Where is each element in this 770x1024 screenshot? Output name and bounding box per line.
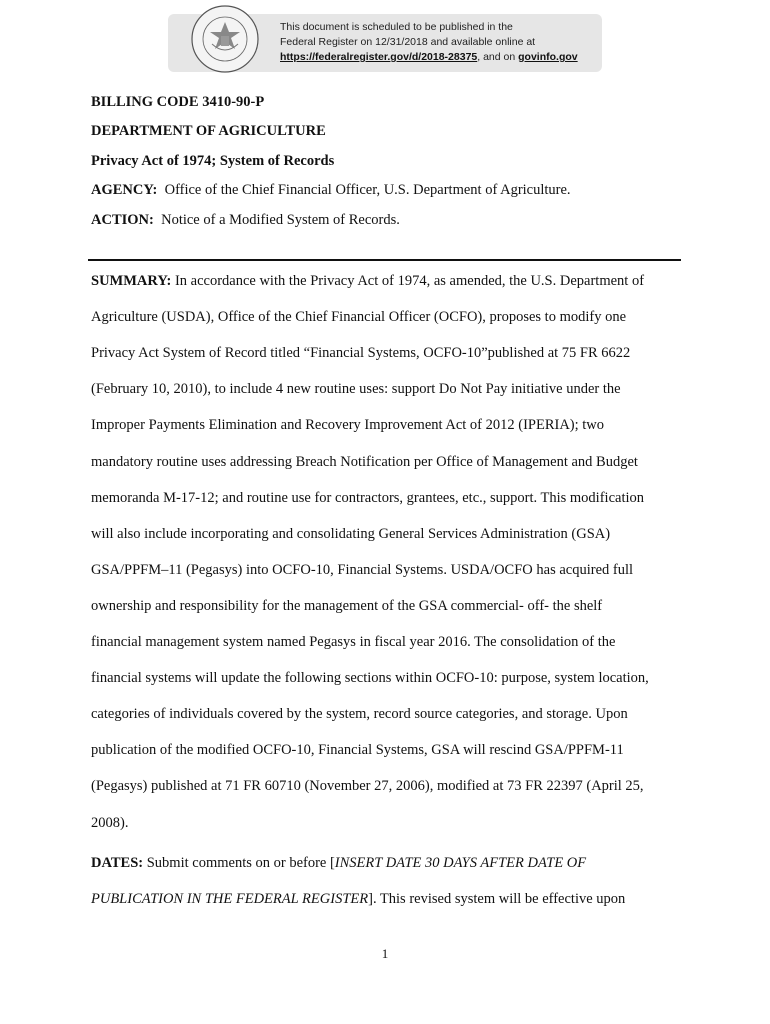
summary-line	[91, 526, 610, 543]
summary-line	[91, 381, 621, 398]
summary-line	[91, 598, 602, 615]
agency-line	[91, 182, 571, 199]
notice-title: Privacy Act of 1974; System of Records	[91, 153, 335, 169]
dates-italic-2: PUBLICATION IN THE FEDERAL REGISTER	[91, 891, 369, 907]
summary-text: categories of individuals covered by the system, record source categories, and storage. Upon	[91, 706, 628, 722]
action-line	[91, 212, 400, 229]
summary-line	[91, 273, 644, 290]
dates-italic-1: INSERT DATE 30 DAYS AFTER DATE OF	[334, 855, 587, 871]
summary-line	[91, 778, 644, 795]
banner-line-1: This document is scheduled to be published in the	[280, 21, 513, 33]
summary-text: Agriculture (USDA), Office of the Chief Financial Officer (OCFO), proposes to modify one	[91, 309, 627, 325]
summary-line	[91, 417, 604, 434]
summary-text: financial management system named Pegasys in fiscal year 2016. The consolidation of the	[91, 634, 616, 650]
summary-line	[91, 309, 626, 326]
summary-line	[91, 562, 633, 579]
summary-text: financial systems will update the following sections within OCFO-10: purpose, system location,	[91, 670, 649, 686]
summary-line	[91, 742, 624, 759]
summary-text: In accordance with the Privacy Act of 1974, as amended, the U.S. Department of	[174, 273, 645, 289]
summary-text: (Pegasys) published at 71 FR 60710 (November 27, 2006), modified at 73 FR 22397 (April 25,	[91, 778, 644, 794]
banner-mid-text: , and on	[477, 51, 519, 63]
summary-text: Improper Payments Elimination and Recovery Improvement Act of 2012 (IPERIA); two	[91, 417, 605, 433]
section-divider	[88, 259, 681, 261]
banner-line-3	[280, 50, 600, 65]
dates-text-2: ]. This revised system will be effective upon	[368, 891, 626, 907]
summary-line	[91, 706, 628, 723]
banner-line-2: Federal Register on 12/31/2018 and available online at	[280, 36, 536, 48]
summary-text: publication of the modified OCFO-10, Financial Systems, GSA will rescind GSA/PPFM-11	[91, 742, 624, 758]
summary-line	[91, 815, 128, 832]
summary-line	[91, 490, 644, 507]
summary-line	[91, 345, 630, 362]
dates-text-1: Submit comments on or before [	[146, 855, 335, 871]
dates-line-1	[91, 855, 586, 872]
agency-text: Office of the Chief Financial Officer, U.S. Department of Agriculture.	[164, 182, 571, 198]
federal-register-link[interactable]: https://federalregister.gov/d/2018-28375	[280, 51, 478, 63]
banner-text	[280, 20, 600, 65]
action-label: ACTION:	[91, 212, 154, 228]
department-heading: DEPARTMENT OF AGRICULTURE	[91, 123, 326, 139]
action-text: Notice of a Modified System of Records.	[161, 212, 400, 228]
summary-label: SUMMARY:	[91, 273, 172, 289]
summary-text: 2008).	[91, 815, 129, 831]
national-archives-seal-icon	[190, 4, 260, 74]
summary-line	[91, 670, 649, 687]
billing-code: BILLING CODE 3410-90-P	[91, 94, 265, 110]
summary-text: ownership and responsibility for the management of the GSA commercial- off- the shelf	[91, 598, 603, 614]
summary-text: Privacy Act System of Record titled “Financial Systems, OCFO-10”published at 75 FR 6622	[91, 345, 631, 361]
govinfo-link[interactable]: govinfo.gov	[518, 51, 578, 63]
summary-text: mandatory routine uses addressing Breach Notification per Office of Management and Budget	[91, 454, 638, 470]
dates-line-2	[91, 891, 625, 908]
summary-text: memoranda M-17-12; and routine use for contractors, grantees, etc., support. This modification	[91, 490, 644, 506]
summary-text: GSA/PPFM–11 (Pegasys) into OCFO-10, Financial Systems. USDA/OCFO has acquired full	[91, 562, 634, 578]
agency-label: AGENCY:	[91, 182, 158, 198]
summary-text: will also include incorporating and consolidating General Services Administration (GSA)	[91, 526, 611, 542]
summary-text: (February 10, 2010), to include 4 new routine uses: support Do Not Pay initiative under the	[91, 381, 621, 397]
summary-line	[91, 454, 638, 471]
summary-line	[91, 634, 615, 651]
page-number: 1	[381, 946, 389, 961]
dates-label: DATES:	[91, 855, 144, 871]
